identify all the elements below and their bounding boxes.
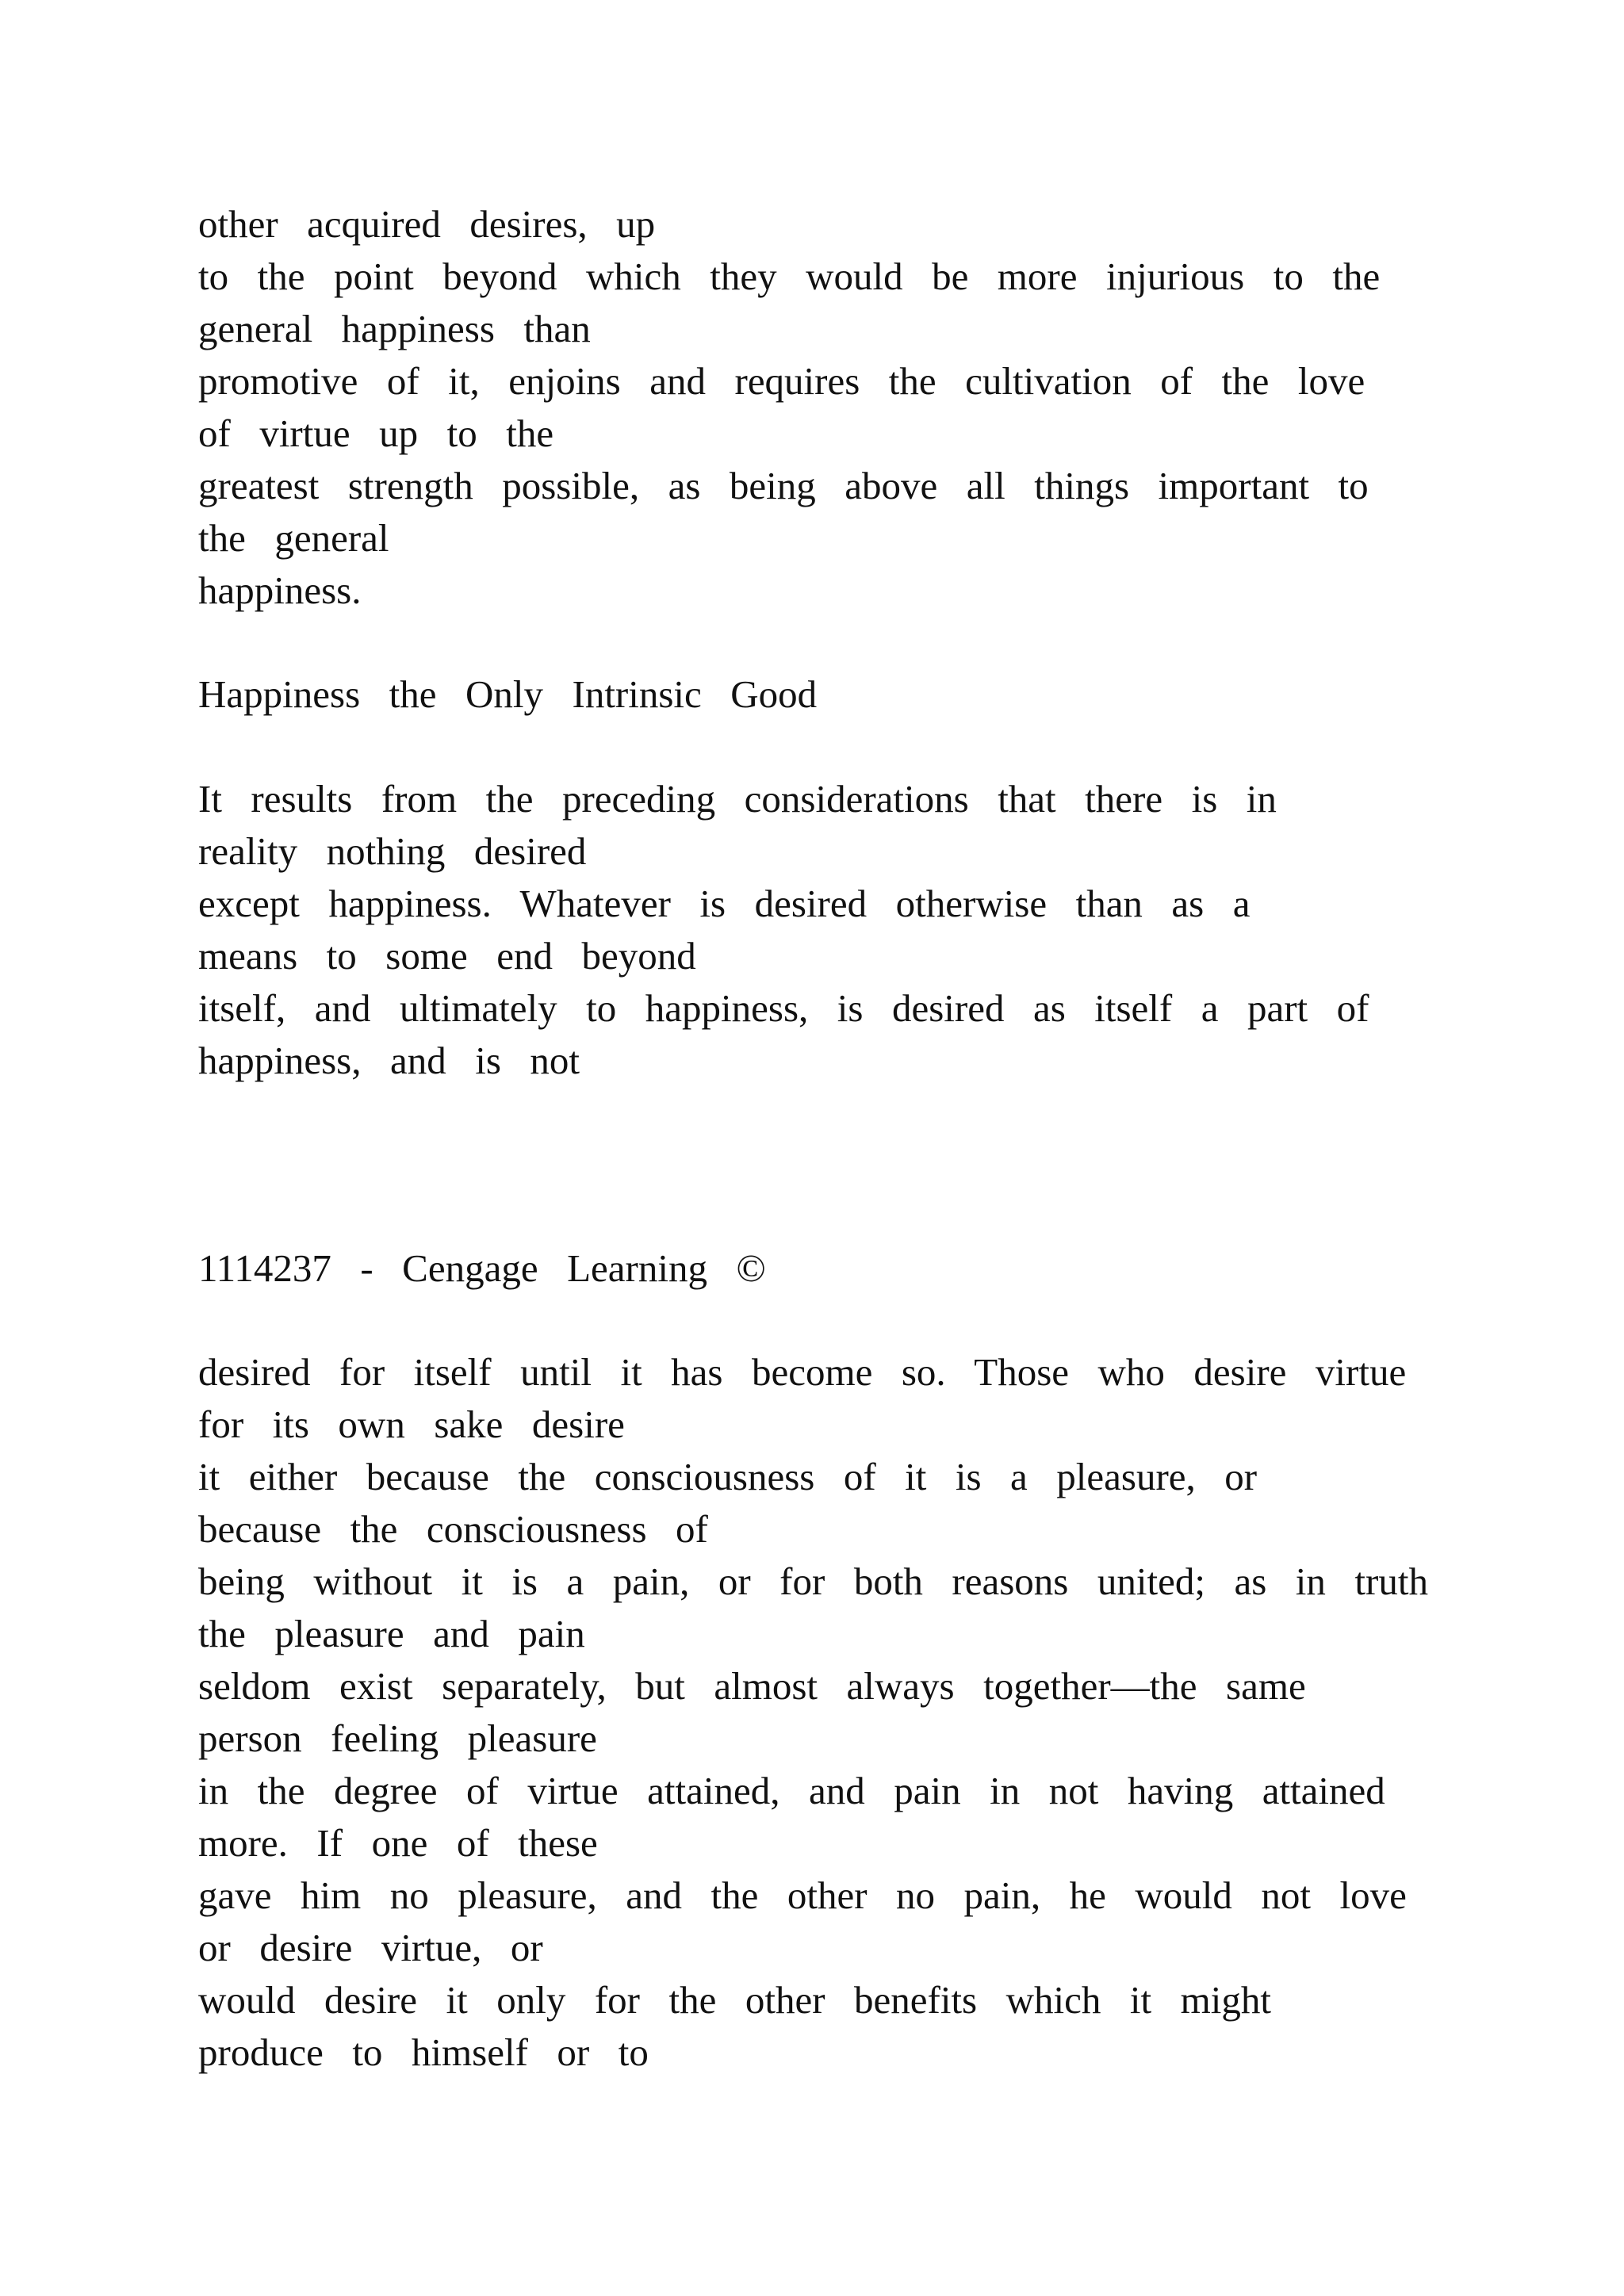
text-line: to the point beyond which they would be more injurious to the — [198, 254, 1381, 298]
page-credit: 1114237 - Cengage Learning © — [198, 1246, 766, 1290]
text-line: more. If one of these — [198, 1821, 598, 1865]
text-line: for its own sake desire — [198, 1402, 625, 1446]
text-line: seldom exist separately, but almost always together—the same — [198, 1664, 1306, 1708]
text-line: produce to himself or to — [198, 2030, 649, 2074]
text-line: or desire virtue, or — [198, 1926, 543, 1969]
text-line: of virtue up to the — [198, 411, 554, 455]
text-line: except happiness. Whatever is desired otherwise than as a — [198, 882, 1251, 925]
text-line: other acquired desires, up — [198, 202, 656, 246]
text-line: means to some end beyond — [198, 934, 696, 978]
text-line: it either because the consciousness of it is a pleasure, or — [198, 1455, 1258, 1498]
text-line: the general — [198, 516, 389, 560]
text-line: the pleasure and pain — [198, 1612, 585, 1655]
text-line: general happiness than — [198, 307, 591, 350]
text-line: would desire it only for the other benefits which it might — [198, 1978, 1271, 2022]
text-line: person feeling pleasure — [198, 1716, 597, 1760]
text-line: in the degree of virtue attained, and pain in not having attained — [198, 1769, 1385, 1812]
text-line: itself, and ultimately to happiness, is desired as itself a part of — [198, 986, 1369, 1030]
text-line: It results from the preceding considerations that there is in — [198, 777, 1277, 821]
text-line: greatest strength possible, as being above all things important to — [198, 464, 1369, 507]
text-line: being without it is a pain, or for both reasons united; as in truth — [198, 1559, 1428, 1603]
text-line: reality nothing desired — [198, 829, 587, 873]
text-line: gave him no pleasure, and the other no pain, he would not love — [198, 1873, 1407, 1917]
section-heading: Happiness the Only Intrinsic Good — [198, 672, 818, 716]
text-line: promotive of it, enjoins and requires the cultivation of the love — [198, 359, 1365, 403]
text-line: desired for itself until it has become so. Those who desire virtue — [198, 1350, 1407, 1394]
text-line: happiness, and is not — [198, 1039, 580, 1082]
text-line: happiness. — [198, 568, 362, 612]
text-line: because the consciousness of — [198, 1507, 708, 1551]
